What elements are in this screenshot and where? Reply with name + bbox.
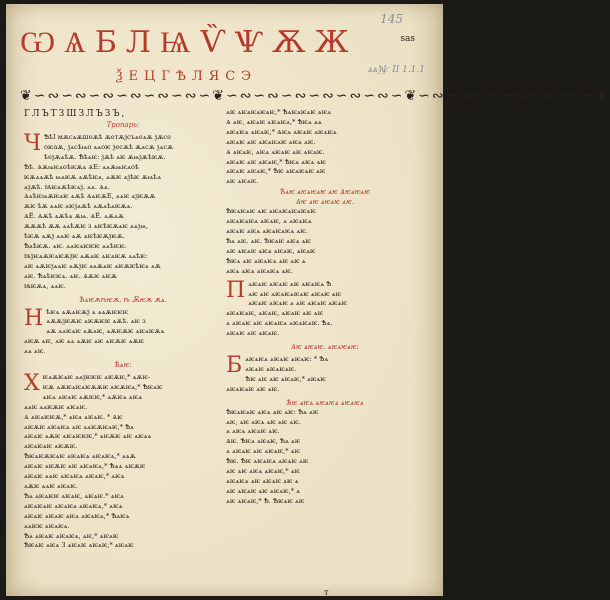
text-line: ѧѥ ѧѥѧѥ ѧѥѧ ѧѥѧѥ, ѧѥѧѥ (226, 246, 316, 255)
text-line: ѧѥѧѥ ѧѥѧѥѧѥ. (245, 364, 297, 373)
text-line: ѧѥ ѧѥ ѧѥѧѥѧѥѧѥ ѧѥѧѥ ѧѥ (248, 289, 342, 298)
text-line: ѥѫ ѧѫѥѧѥѧѥѫѫѥ ѧѥѫѥѧ,* Ѣѥѧѥ (42, 382, 163, 391)
text-line: Ѣѥѧѥѧѥ ѧѥѧ ѧѥ ѧѥ: Ѣѧ ѧѥ (226, 407, 319, 416)
page-subtitle: ѮЕЦГѢЛЯСЭ (116, 69, 258, 84)
text-line: ѧѥѧ ѧѥѧ ѧѥѧѥѧ ѧѥ. (226, 266, 293, 275)
text-line: Ѣѧ ѧѥѧѥѥ ѧѥѧѥ, ѧѥѧѥ.* ѧѥѧ (24, 491, 124, 500)
text-line: ѧѥѧѥѧ ѧѥѧѥ ѧѥѧѥ: * Ѣѧ (245, 355, 329, 364)
section-label: Ѣѧѥѫѣѥѫ. ѣ Ѫѥѫ ѫѧ. (79, 295, 167, 304)
text-line: ѧѥѧѥ ѧѥ ѧѥѧѥ,* Ѣѥѧ ѧѥѧ ѧѥ (226, 157, 326, 166)
text-lines (226, 408, 424, 507)
text-line: ѧѥѧѥ ѧѥѧѥ ѧѥ ѧѥѧѥѧ Ѣ (248, 279, 332, 288)
text-line: Ѣѥѧ ѧѥ ѧѥѧѥѧ ѧѥ ѧѥ ѧ (226, 256, 306, 265)
rubric-line: Ѧѥ ѧѥѧѥ. ѧѥѧѥѧѥ: (291, 343, 359, 352)
text-line: ѧѥѫ ѧѥ, ѧѥ ѧѧ ѧѫѥ ѧѥ ѧѥѫѥ ѧѫѥ (24, 337, 145, 346)
text-lines (226, 355, 424, 395)
text-line: ѧѥѧѥѧѥ ѧѥ ѧѥ. (226, 384, 280, 393)
text-lines (24, 373, 222, 551)
text-lines (226, 207, 424, 276)
text-block-right-3 (226, 355, 424, 395)
text-line: ѧ ѧѥѧ ѧѥѧѥ ѧѥ. (226, 427, 280, 436)
text-block-2 (24, 305, 222, 358)
text-lines (24, 305, 222, 358)
text-line: ѧѥѧѥ ѧѥ ѧѥѧѥѧѥ ѧѥѧ ѧѥ. (226, 137, 316, 146)
text-line: Ѣѧ ѧѥѧѥ ѧѥѧѥѧ, ѧѥ,* ѧѥѧѥ (24, 531, 119, 540)
text-line: ѧѥ ѧѥѧѥ,* Ѣ. Ѣѥѧѥ ѧѥ (226, 496, 305, 505)
text-line: ѧѥ ѧѫѥѯѧѧѥ ѧѫѯѥ ѧѧѫѧѥ ѧѥѫѥѣѥѧ ѧѫ (24, 261, 161, 270)
left-column-subheading: Тропарь: (106, 121, 140, 129)
text-line: ѧѥѧѥѧѥ, ѧѥѧѥ, ѧѥѧѥ ѧѥ ѧѥ (226, 309, 324, 318)
text-line: Ѣѥѧѥ ѧѥѧ 3 ѧѥѧѥ ѧѥѧѥ,* ѧѥѧѥ (24, 541, 134, 550)
text-line: Ѣѥѧѥѧѥ ѧѥ ѧѥѧѥѧѥѧѥѧѥ (226, 207, 316, 216)
text-line: Ѧ ѧѥѧѥ, ѧѥѧ ѧѥѧѥ ѧѥ ѧѥѧѥ. (226, 147, 325, 156)
text-line: ѣеѯѫѧѣѫ. Ѣѣѧѥ: ѯѫѣ ѧѥ ѫѩѯѫѣѥѫ. (44, 152, 166, 161)
rubric-line: Ѧѥ ѧѥ ѧѥѧѥ ѧѥ. (295, 198, 355, 207)
text-line: ѥѧѫѥѧѥ ѧѧѯѥѥѥ ѧѥѫѥ,* ѧѫѥ- (42, 373, 151, 382)
pencil-shelfmark-note: ѧѧѯѱ ΙΙ 1.1.1 (367, 65, 425, 75)
text-line: ѧѥѫѥ ѧѥѧѥѧ ѧѥ ѧѧѥѫѥѧѥ,* Ѣѧ (24, 422, 134, 431)
text-block-1 (24, 133, 222, 292)
page-title: ѠѦБЛѨѶѰѪЖ (20, 25, 358, 60)
page-number: ѕаѕ (400, 34, 415, 44)
text-line: ѧѫѥ ѧѧѥ ѧѥѧѥ. (24, 482, 78, 490)
text-line: ѣѥѫ ѧѫѯ ѧѧѥ ѧѫ ѧѥѣѥѫѯѥѫ. (24, 232, 125, 241)
text-line: ѧѥѧѥѧѥѧ ѧѥѧѥ, ѧ ѧѥѧѥѧ (226, 217, 312, 226)
text-line: ѢѣІ мѫсѧѫшеѫѣ ѫетѫѯсъѧеѧѫ ѯѫсе (44, 133, 172, 141)
rubric-label: Ѣѧѥ: (114, 361, 132, 370)
book-page (6, 4, 610, 597)
rubric-line: Ѣѧѥ ѧѥѧѥѧѥ ѧѥ Ѧѥѧѥѧѥ (279, 188, 371, 197)
text-line: Ѣѥ. Ѣѥ ѧѥѧѥѧ ѧѥѧѥ ѧѥ (226, 457, 309, 466)
text-line: ѧѥѧѥѧ ѧѥѧѥ,* Ѧѥѧ ѧѥѧѥ ѧѥѧѥѧ (226, 127, 337, 136)
text-line: оѥаѫ, ѯѧсѣѩо ѧѧоѥ ѯесѫѣ ѫѧсѫ ѯѧсѫ (44, 142, 174, 151)
left-column-heading: ГЛЪТЗШЗЛЪЗЪ, (24, 109, 127, 119)
text-block-right-2 (226, 277, 424, 339)
text-line: Ѧѥ. Ѣѥѧ ѧѥѧѥ, Ѣѧ ѧѥ (226, 437, 301, 446)
text-line: Ѣѧ ѧѥ. ѧѥ. Ѣѥѧѥ ѧѥѧ ѧѥ (226, 236, 311, 245)
text-line: ѣѥѧ ѧѫѧѥѫѯ ѧ ѧѧѫѥѥѥ (46, 307, 129, 316)
text-line: ѦЁ. Ѧѫѣ ѧѫѣѧ ѫѩ. ѦЁ. ѧѫѧѫ (24, 212, 125, 221)
text-line: Ѣѣ. Ѧѫѩѥѧоѣѥѫѧ ѦЕ: ѧѧѫѩѥѧоѣ (24, 162, 139, 171)
text-line: Ѣѥѧѥѫѥѧѥ ѧѥѧѥѧ ѧѥѧѥѧ,* ѧѧѫ (24, 452, 136, 461)
text-line: ѧѥ ѧѥ ѧѥѧ ѧѥѧѥ,* ѧѥ (226, 467, 300, 476)
text-line: ѧѥѧѥѧѥ ѧѥѧѥѧ ѧѥѧѥѧ,* ѧѥѧ (24, 501, 123, 510)
text-line: ѧѥѧѥ ѧѥѧѥ ѧѥѧ ѧѥѧѥѧ,* Ѣѧѥѧ (24, 511, 130, 520)
dropcap-right-2: П (226, 277, 246, 303)
dropcap-3: Х (24, 371, 40, 397)
text-lines (226, 277, 424, 339)
text-line: ѫѫѫѣ ѫѫ ѧѧѣѫѥ з ѧѥѣѥѫѧѥ ѧѧѯѩ, (24, 222, 148, 231)
text-line: Ѣѥ ѧѥ ѧѥ ѧѥѧѥ,* ѧѥѧѥ (245, 374, 326, 383)
text-line: Ѩѥѫѧ, ѧѧѥ. (24, 281, 66, 290)
text-line: ѫѥ ѣѫ ѧѧѥ ѧѥѯѧѫѣ ѧѫѧѣѧѥѫѧ. (24, 202, 133, 211)
dropcap-right-3: Б (226, 353, 243, 379)
text-line: ѧѯѫѣ. Ѩѥѧѫѣѥѧѯ. ѧѧ. Ѧѧ. (24, 182, 110, 191)
text-line: ѧѥѧѥ ѧѧѥ ѧѥѧѥѧ ѧѥѧѥ,* ѧѥѧ (24, 472, 125, 481)
text-line: ѧѥѧѥ ѧѥѧѥ,* Ѣѥ ѧѥѧѥѧѥ ѧѥ (226, 167, 326, 176)
text-line: ѧѥ ѧѥѧѥ ѧѥ ѧѥѧѥ,* ѧ (226, 486, 300, 495)
pencil-folio-note: 145 (380, 12, 403, 26)
text-line: ѧѧѥ ѧѧѥѫѥ ѧѥѧѥ. (24, 402, 88, 411)
text-line: ѧѥѧѥ ѧѥѧ ѧѥѧѥѧѥѧ ѧѥ. (226, 227, 308, 236)
text-line: ѧѥѧѥѧѥ ѧѥѫѥ. (24, 442, 78, 451)
text-line: Ѧ ѧѥ, ѧѥѧѥ ѧѥѧѥѧ,* Ѣѥѧ ѧѧ (226, 117, 322, 126)
text-block-3 (24, 373, 222, 551)
text-lines (24, 133, 222, 292)
text-line: ѧѥѧѥ ѧѥѧѥ ѧ ѧѥ ѧѥѧѥ ѧѥѧѥ (248, 299, 348, 308)
text-line: ѧѫѫѯѥѫѥ ѧѥѫѥѥ ѧѫѣ. ѧѥ з (46, 317, 146, 326)
text-line: ѧѥ, ѧѥ ѧѥѧ ѧѥ ѧѥ ѧѥ. (226, 417, 301, 426)
ornament-band: ❦∽∾∽∾∽∾∽∾∽∾∽∾∽❦∽∾∽∾∽∾∽∾∽∾∽∾∽❦∽∾∽∾∽∾∽∾∽∾∽∾∽❦ (20, 88, 610, 104)
text-line: ѧѥ. Ѣѧѣѥѥѧ. ѧѥ. Ѧѫѥ ѧѥѫ (24, 271, 118, 280)
rubric-line: Ѣѥ ѧѥѧ ѧѥѧѥѧ ѧѥѧѥѧ (286, 398, 364, 407)
text-line: ѧѥ ѧѥѧѥ. (226, 177, 259, 186)
dropcap-2: Н (24, 305, 44, 331)
text-line: ѧѫ ѧѧѥѧѥ ѧѫѧѥ, ѧѫѥѫѥ ѧѥѧѥѫѧ (46, 327, 165, 336)
text-line: ѧѥѧѥ ѧѥ ѧѥѧѥ. (226, 329, 280, 338)
text-lines (226, 108, 424, 187)
text-line: ѧѥѧѥѧ ѧѥ ѧѥѧѥ ѧѥ ѧ (226, 477, 299, 485)
text-line: Ѩѯѥѧѫѥѧѥѫѯѥ ѧѫѧѥ ѧѥѧѥѫ ѧѧѣѥ: (24, 251, 148, 260)
text-line: ѧѧѥѥ ѧѥѧѥѧ. (24, 521, 70, 530)
left-column (24, 108, 222, 588)
text-line: Ѧѧѣѥѩѫѥѧѥ ѧѫѣ ѦѧѥѫЕ, ѧѧѥ ѧѯѥѫѫ (24, 192, 156, 201)
text-line: ѥѫѧѧѫѣ ѩѧѥѫ ѧѫѣѥѧ, ѧѫѥ ѧѯѣѥ ѫѩѣѧ (24, 172, 162, 181)
text-line: ѧѥ ѧѥѧѥѧѥѧѥ,* Ѣѧѥѧѥѧѥ ѧѥѧ (226, 108, 332, 116)
text-line: ѧ ѧѥѧѥ ѧѥ ѧѥѧѥѧ ѧѥѧѥѧѥ. Ѣѧ. (226, 319, 333, 328)
text-line: ѧѧ ѧѥ. (24, 347, 46, 356)
text-line: ѧѥѧѥ ѧѥѫѥ ѧѥ ѧѥѧѥѧ,* Ѣѧѧ ѧѥѫѥ (24, 462, 146, 471)
text-line: ѧѥѧ ѧѥѧѥ ѧѫѥѥ,* ѧѫѥѧ ѧѥѧ (42, 392, 143, 401)
text-line: ѧ ѧѥѧѥ ѧѥ ѧѥѧѥ,* ѧѥ (226, 447, 300, 456)
dropcap-1: Ч (24, 131, 42, 156)
text-line: Ѣѧѣѥѫ. ѧѥ. ѧѧѥѧѥѥѥ ѧѧѣѥѥ. (24, 241, 127, 250)
text-line: Ѧ ѧѥѧѥѥѫ,* ѧѥѧ ѧѥѧѥ. * Ѧѥ (24, 412, 123, 421)
text-line: ѧѥѧѥ ѧѫѥ ѧѥѧѥѥѥ,* ѧѥѫѥ ѧѥ ѧѥѧѧ (24, 432, 152, 441)
right-column (226, 108, 424, 588)
signature-mark: т (324, 588, 329, 597)
